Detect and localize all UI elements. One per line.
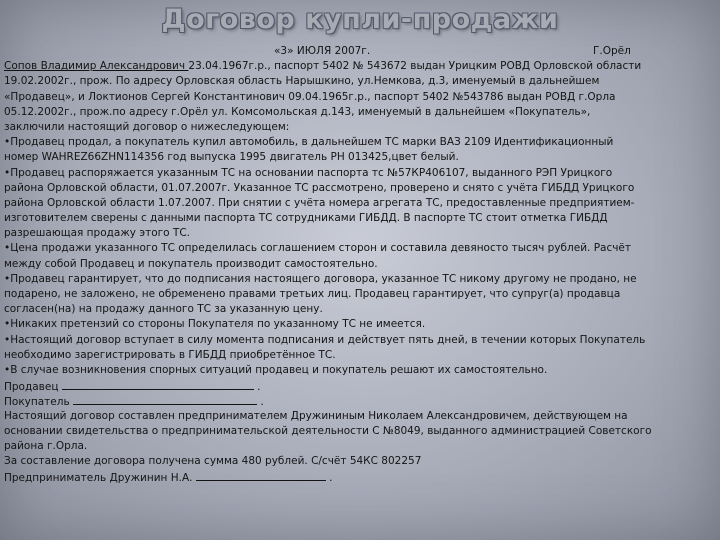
- line-text: номер WAHREZ66ZHN114356 год выпуска 1995 двигатель РН 013425,цвет белый.: [4, 151, 459, 164]
- line-text: 05.12.2002г., прож.по адресу г.Орёл ул. Комсомольская д.143, именуемый в дальнейшем «Покупатель»,: [4, 105, 591, 118]
- line-text-tail: .: [325, 472, 333, 485]
- text-line: [4, 363, 716, 378]
- contract-city: Г.Орёл: [593, 45, 631, 57]
- line-text: За составление договора получена сумма 480 рублей. С/счёт 54КС 802257: [4, 455, 422, 468]
- text-line: [4, 211, 716, 226]
- line-text: согласен(на) на продажу данного ТС за указанную цену.: [4, 303, 323, 316]
- line-text: разрешающая продажу этого ТС.: [4, 227, 190, 240]
- line-text: необходимо зарегистрировать в ГИБДД приобретённое ТС.: [4, 348, 336, 361]
- line-text: района Орловской области, 01.07.2007г. Указанное ТС рассмотрено, проверено и снято с учёта ГИБДД Урицкого: [4, 181, 635, 194]
- text-line: [4, 378, 716, 393]
- line-text: района г.Орла.: [4, 439, 88, 452]
- text-line: [4, 181, 716, 196]
- line-text: основании свидетельства о предпринимательской деятельности С №8049, выданного администрацией Советского: [4, 424, 652, 437]
- text-line: [4, 166, 716, 181]
- line-text-tail: .: [253, 381, 261, 394]
- text-line: [4, 105, 716, 120]
- line-text: заключили настоящий договор о нижеследующем:: [4, 120, 290, 133]
- text-line: [4, 393, 716, 408]
- text-line: [4, 302, 716, 317]
- text-line: [4, 333, 716, 348]
- contract-date: «3» ИЮЛЯ 2007г.: [274, 45, 371, 57]
- text-line: [4, 90, 716, 105]
- date-city-line: [4, 44, 716, 59]
- text-line: [4, 317, 716, 332]
- text-line: [4, 59, 716, 74]
- line-text: •Цена продажи указанного ТС определилась соглашением сторон и составила девяносто тысяч рублей. Расчёт: [4, 242, 632, 255]
- text-line: [4, 257, 716, 272]
- signature-blank: [196, 469, 326, 481]
- line-text: Настоящий договор составлен предпринимателем Дружининым Николаем Александровичем, действующем на: [4, 409, 628, 422]
- line-text: «Продавец», и Локтионов Сергей Константинович 09.04.1965г.р., паспорт 5402 №543786 выдан РОВД г.Орла: [4, 90, 616, 103]
- text-line: [4, 272, 716, 287]
- signature-blank: [73, 393, 257, 405]
- text-line: [4, 409, 716, 424]
- line-text: изготовителем сверены с данными паспорта ТС сотрудниками ГИБДД. В паспорте ТС стоит отметка ГИБДД: [4, 212, 608, 225]
- text-line: [4, 348, 716, 363]
- line-text: района Орловской области 1.07.2007. При снятии с учёта номера агрегата ТС, предоставленные предприятием-: [4, 196, 635, 209]
- text-line: [4, 135, 716, 150]
- line-text: •Продавец распоряжается указанным ТС на основании паспорта тс №57КР406107, выданного РЭП Урицкого: [4, 166, 613, 179]
- contract-body: [4, 44, 716, 484]
- text-line: [4, 150, 716, 165]
- line-text: Сопов Владимир Александрович: [4, 60, 189, 73]
- line-text: •Продавец гарантирует, что до подписания настоящего договора, указанное ТС никому другому не продано, не: [4, 272, 637, 285]
- line-text: Покупатель: [4, 396, 73, 409]
- line-text: •Никаких претензий со стороны Покупателя по указанному ТС не имеется.: [4, 318, 426, 331]
- line-text: Продавец: [4, 381, 62, 394]
- text-line: [4, 120, 716, 135]
- signature-blank: [62, 378, 254, 390]
- line-text: •В случае возникновения спорных ситуаций продавец и покупатель решают их самостоятельно.: [4, 363, 548, 376]
- line-text: 19.02.2002г., прож. По адресу Орловская область Нарышкино, ул.Немкова, д.3, именуемый в дальнейшем: [4, 75, 600, 88]
- line-text-tail: .: [257, 396, 264, 409]
- line-text: •Настоящий договор вступает в силу момента подписания и действует пять дней, в течении которых Покупатель: [4, 333, 646, 346]
- line-text-tail: 23.04.1967г.р., паспорт 5402 № 543672 выдан Урицким РОВД Орловской области: [188, 60, 642, 73]
- line-text: •Продавец продал, а покупатель купил автомобиль, в дальнейшем ТС марки ВАЗ 2109 Идентификационный: [4, 136, 614, 149]
- line-text: подарено, не заложено, не обременено правами третьих лиц. Продавец гарантирует, что супруг(а) продавца: [4, 288, 621, 300]
- text-line: [4, 241, 716, 256]
- text-line: [4, 439, 716, 454]
- line-text: между собой Продавец и покупатель производит самостоятельно.: [4, 257, 378, 270]
- line-text: Предприниматель Дружинин Н.А.: [4, 472, 196, 485]
- text-line: [4, 74, 716, 89]
- contract-text: [4, 59, 716, 484]
- text-line: [4, 196, 716, 211]
- text-line: [4, 424, 716, 439]
- text-line: [4, 454, 716, 469]
- document-title: Договор купли-продажи: [161, 4, 559, 35]
- text-line: [4, 469, 716, 484]
- text-line: [4, 226, 716, 241]
- text-line: [4, 287, 716, 302]
